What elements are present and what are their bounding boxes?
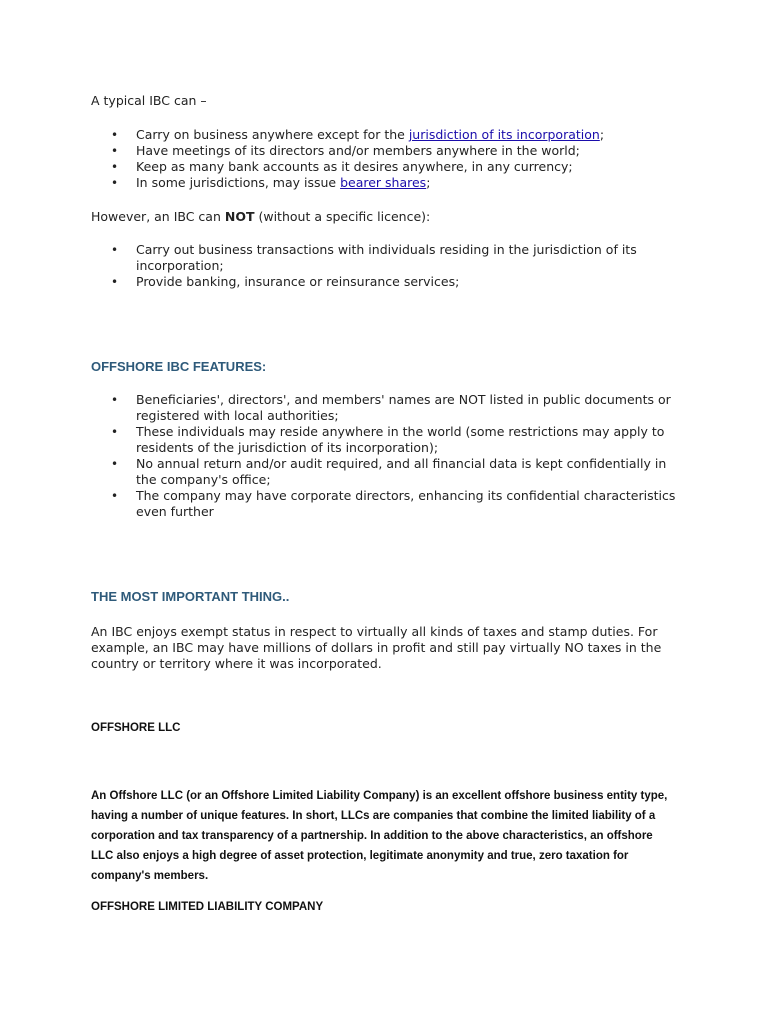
jurisdiction-link[interactable]: jurisdiction of its incorporation (408, 127, 600, 142)
list-item: • Beneficiaries', directors', and members' names are NOT listed in public documents or registered with local authorities; (91, 392, 691, 424)
list-item: • No annual return and/or audit required, and all financial data is kept confidentially in the company's office; (91, 456, 691, 488)
important-paragraph: An IBC enjoys exempt status in respect to virtually all kinds of taxes and stamp duties. For example, an IBC may have millions of dollars in profit and still pay virtually NO taxes in the country or territory where it was incorporated. (91, 624, 662, 671)
list-item: • Provide banking, insurance or reinsurance services; (91, 274, 691, 290)
however-text: However, an IBC can NOT (without a specific licence): (91, 209, 431, 224)
list-item: • The company may have corporate directors, enhancing its confidential characteristics even further (91, 488, 691, 520)
llc-heading: OFFSHORE LLC (91, 722, 181, 734)
cannot-list (91, 242, 691, 290)
can-list (91, 127, 691, 191)
list-item: • Carry on business anywhere except for the jurisdiction of its incorporation; (91, 127, 691, 143)
features-list (91, 392, 691, 520)
list-item: • In some jurisdictions, may issue bearer shares; (91, 175, 691, 191)
list-item: • These individuals may reside anywhere in the world (some restrictions may apply to residents of the jurisdiction of its incorporation); (91, 424, 691, 456)
not-emphasis: NOT (224, 209, 255, 224)
llc-subheading: OFFSHORE LIMITED LIABILITY COMPANY (91, 901, 324, 913)
important-heading: THE MOST IMPORTANT THING.. (91, 589, 290, 604)
llc-paragraph: An Offshore LLC (or an Offshore Limited Liability Company) is an excellent offshore business entity type, having a number of unique features. In short, LLCs are companies that combine the limited liability of a corporation and tax transparency of a partnership. In addition to the above characteristics, an offshore LLC also enjoys a high degree of asset protection, legitimate anonymity and true, zero taxation for company's members. (91, 790, 668, 882)
list-item: • Carry out business transactions with individuals residing in the jurisdiction of its incorporation; (91, 242, 691, 274)
features-heading: OFFSHORE IBC FEATURES: (91, 359, 267, 374)
intro-text: A typical IBC can – (91, 93, 207, 108)
list-item: • Keep as many bank accounts as it desires anywhere, in any currency; (91, 159, 691, 175)
list-item: • Have meetings of its directors and/or members anywhere in the world; (91, 143, 691, 159)
bearer-shares-link[interactable]: bearer shares (340, 175, 427, 190)
